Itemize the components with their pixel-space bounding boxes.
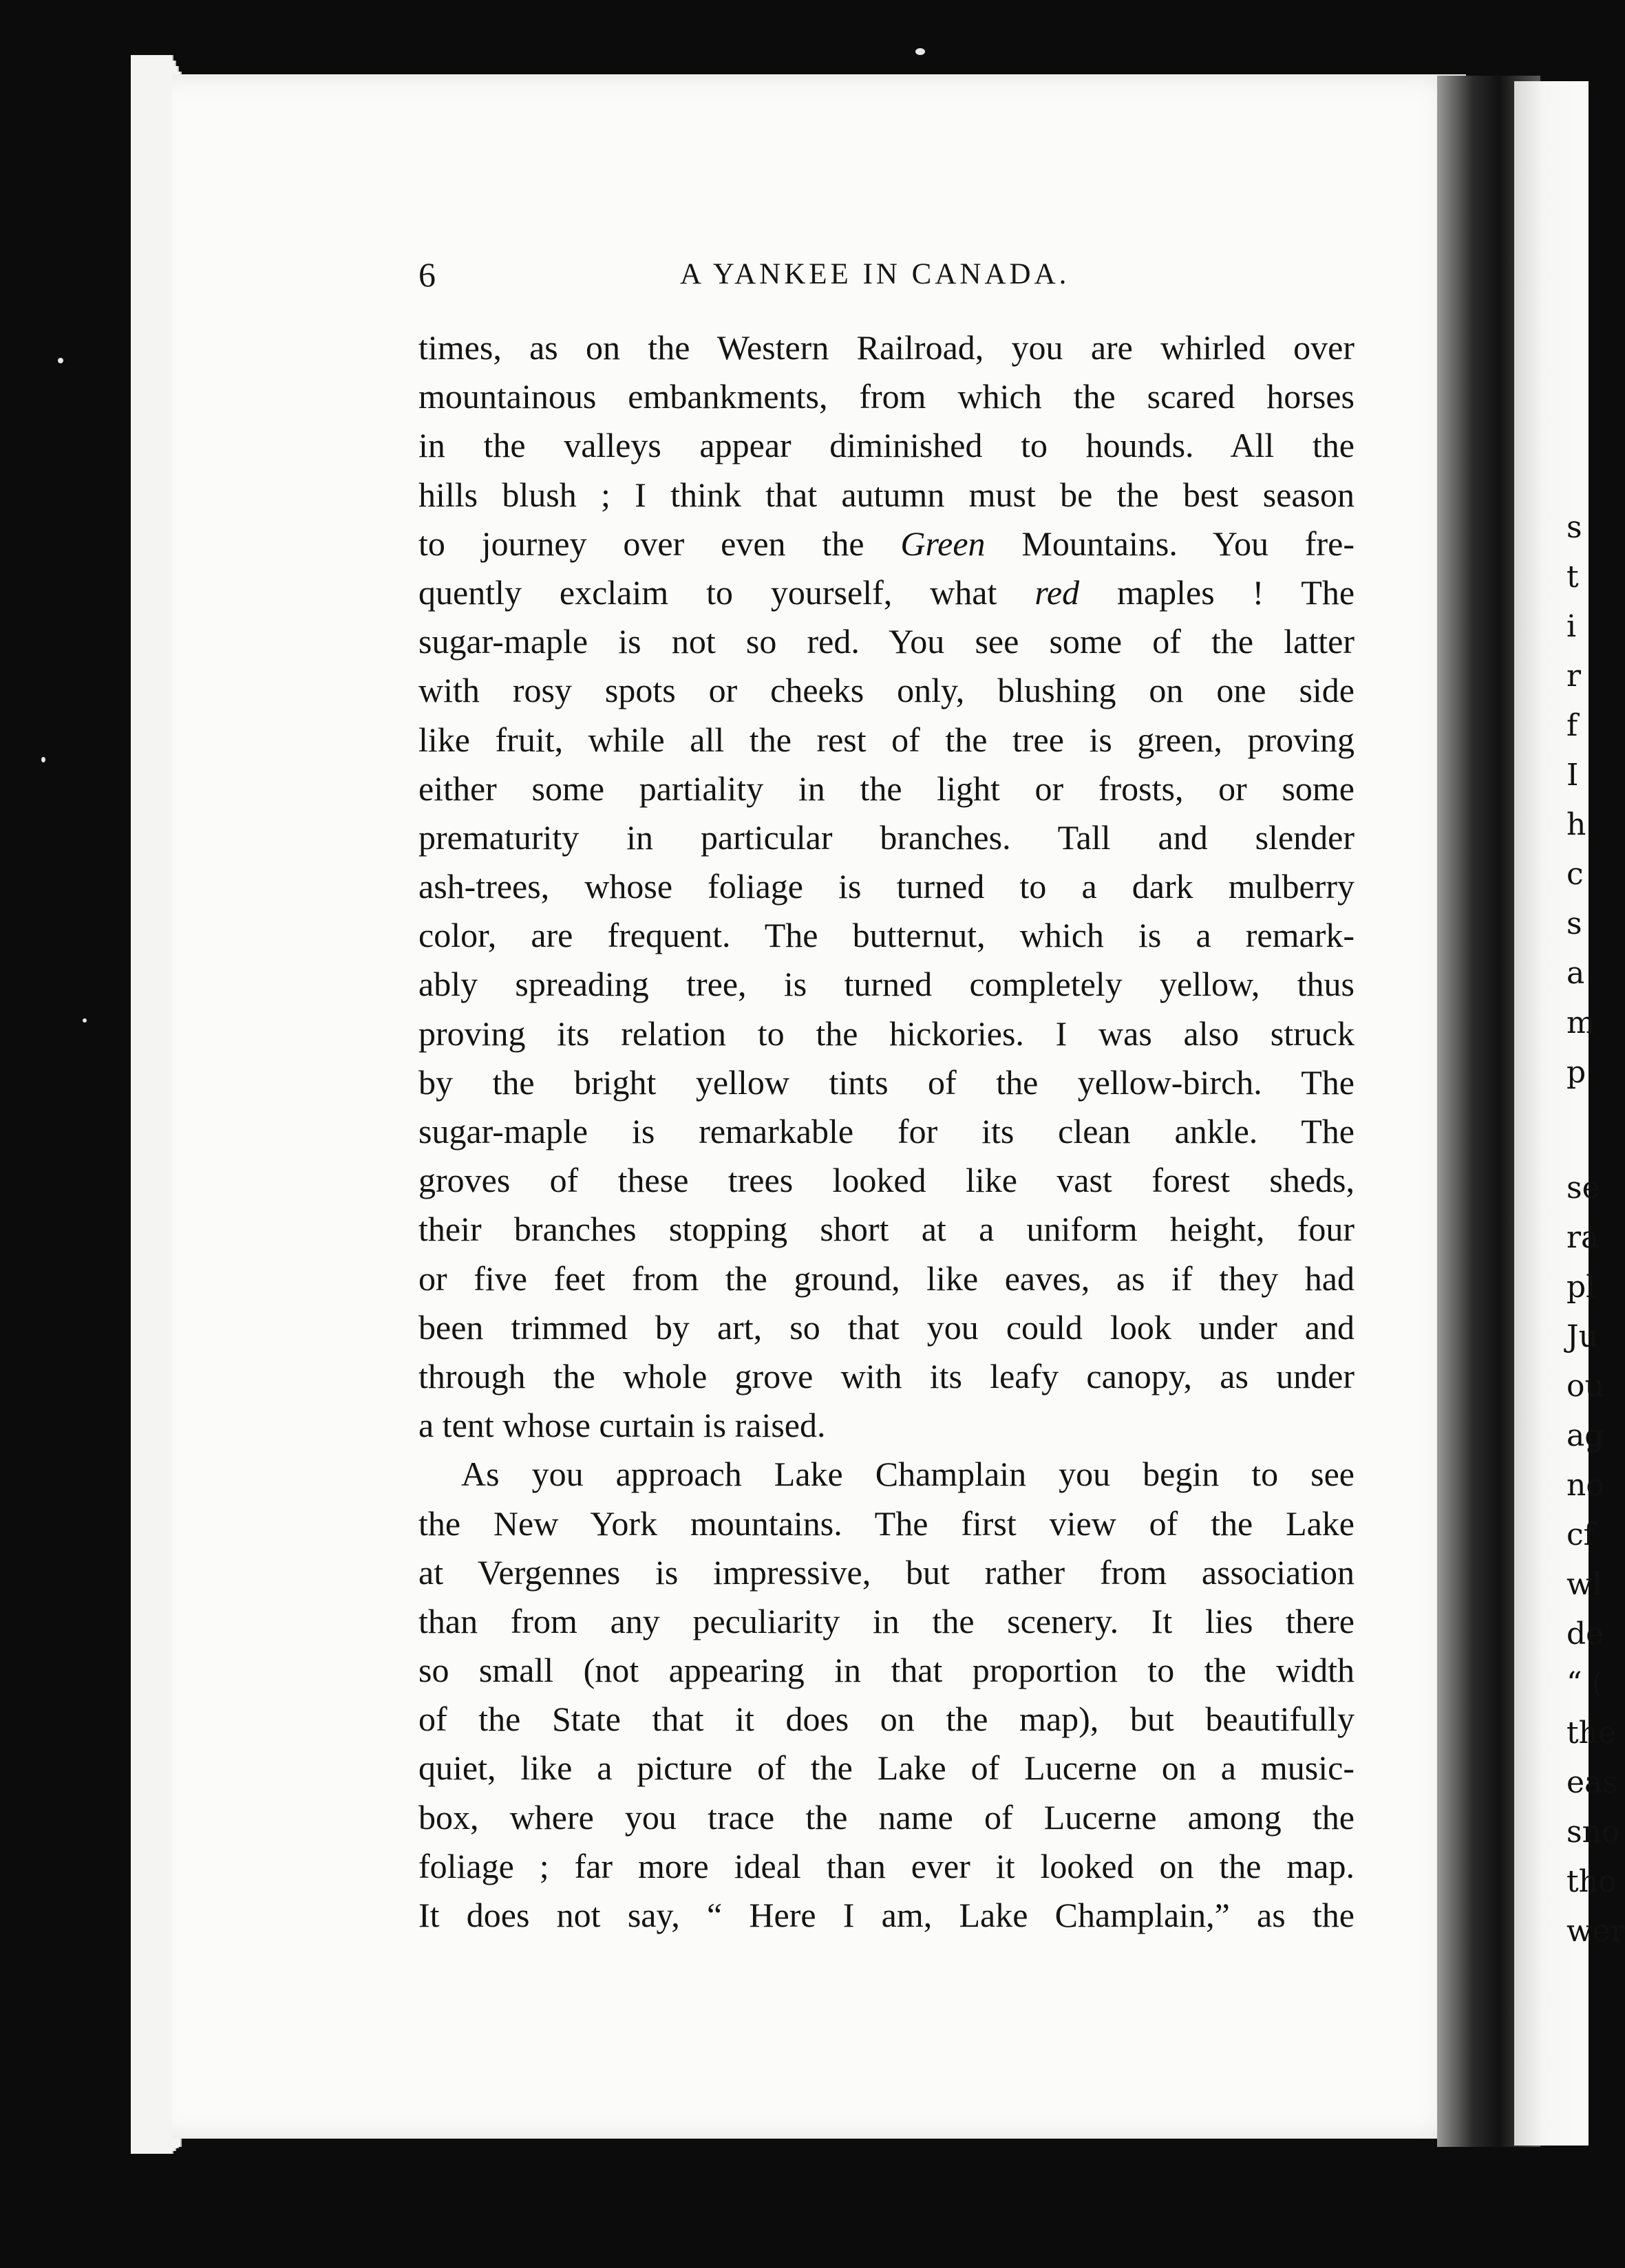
facing-page-fragment: tho bbox=[1566, 1864, 1617, 1899]
text-line: proving its relation to the hickories. I was also struck bbox=[418, 1014, 1355, 1053]
text-line: by the bright yellow tints of the yellow-birch. The bbox=[418, 1062, 1355, 1102]
facing-page-fragment: eas bbox=[1566, 1765, 1618, 1800]
facing-page-fragment: t bbox=[1566, 559, 1579, 595]
facing-page-fragment: Ju bbox=[1566, 1319, 1598, 1354]
text-line: through the whole grove with its leafy canopy, as under bbox=[418, 1356, 1355, 1395]
facing-page-fragment: wl bbox=[1566, 1567, 1602, 1602]
text-line: As you approach Lake Champlain you begin to see bbox=[461, 1455, 1355, 1494]
text-line: sugar-maple is remarkable for its clean ankle. The bbox=[418, 1112, 1355, 1151]
text-line: ash-trees, whose foliage is turned to a dark mulberry bbox=[418, 867, 1355, 906]
facing-page-fragment: m bbox=[1566, 1005, 1595, 1040]
facing-page-fragment: pl bbox=[1566, 1270, 1596, 1305]
facing-page-fragment: a bbox=[1566, 956, 1585, 991]
facing-page-fragment: ra bbox=[1566, 1220, 1600, 1255]
facing-page-fragment: h bbox=[1566, 807, 1586, 842]
scan-speck bbox=[915, 48, 925, 55]
facing-page-fragment: cf bbox=[1566, 1517, 1595, 1552]
facing-page-fragment: c bbox=[1566, 857, 1584, 892]
text-line: sugar-maple is not so red. You see some of the latter bbox=[418, 622, 1355, 661]
text-line: hills blush ; I think that autumn must be the best season bbox=[418, 475, 1355, 514]
text-line: with rosy spots or cheeks only, blushing on one side bbox=[418, 671, 1355, 710]
facing-page-fragment: ou bbox=[1566, 1369, 1604, 1404]
facing-page bbox=[1514, 81, 1625, 2146]
facing-page-fragment: r bbox=[1566, 659, 1582, 694]
text-line: It does not say, “ Here I am, Lake Champlain,” as the bbox=[418, 1896, 1355, 1934]
text-run: maples ! The bbox=[1079, 573, 1355, 612]
text-line: been trimmed by art, so that you could look under and bbox=[418, 1307, 1355, 1347]
facing-page-fragment: se bbox=[1566, 1170, 1600, 1206]
text-run: quently exclaim to yourself, what bbox=[418, 573, 1035, 612]
facing-page-fragment: s bbox=[1566, 906, 1582, 941]
text-line: box, where you trace the name of Lucerne among the bbox=[418, 1797, 1355, 1837]
facing-page-fragment: i bbox=[1566, 609, 1577, 644]
text-line: at Vergennes is impressive, but rather from association bbox=[418, 1552, 1355, 1592]
scan-speck bbox=[58, 358, 63, 363]
page-body-text bbox=[418, 323, 1355, 1940]
text-line: their branches stopping short at a uniform height, four bbox=[418, 1210, 1355, 1249]
text-line: ably spreading tree, is turned completely yellow, thus bbox=[418, 965, 1355, 1004]
text-line: like fruit, while all the rest of the tree is green, proving bbox=[418, 720, 1355, 759]
text-line: quiet, like a picture of the Lake of Lucerne on a music- bbox=[418, 1748, 1355, 1788]
text-line: or five feet from the ground, like eaves, as if they had bbox=[418, 1259, 1355, 1298]
text-line: than from any peculiarity in the scenery. It lies there bbox=[418, 1601, 1355, 1640]
facing-page-fragment: sno bbox=[1566, 1815, 1620, 1850]
facing-page-fragment: the bbox=[1566, 1715, 1617, 1751]
text-run: Mountains. You fre- bbox=[985, 524, 1355, 563]
text-line: times, as on the Western Railroad, you are whirled over bbox=[418, 328, 1355, 367]
text-line: prematurity in particular branches. Tall and slender bbox=[418, 817, 1355, 857]
text-line: the New York mountains. The first view of the Lake bbox=[418, 1504, 1355, 1543]
text-line: so small (not appearing in that proportion to the width bbox=[418, 1651, 1355, 1690]
facing-page-fragment: no bbox=[1566, 1468, 1604, 1503]
scan-speck bbox=[41, 757, 45, 762]
text-line: a tent whose curtain is raised. bbox=[418, 1406, 826, 1445]
running-header bbox=[418, 255, 1355, 296]
running-title: A YANKEE IN CANADA. bbox=[680, 258, 1070, 290]
text-line: color, are frequent. The butternut, which is a remark- bbox=[418, 916, 1355, 955]
page-number: 6 bbox=[418, 255, 436, 294]
facing-page-fragment: wer bbox=[1566, 1914, 1625, 1949]
scan-speck bbox=[83, 1018, 87, 1023]
facing-page-fragment: p bbox=[1566, 1055, 1586, 1090]
facing-page-fragment: “ ( bbox=[1566, 1666, 1604, 1701]
facing-page-fragment: ag bbox=[1566, 1418, 1604, 1453]
facing-page-fragment: f bbox=[1566, 708, 1578, 743]
facing-page-fragment: s bbox=[1566, 510, 1582, 545]
facing-page-fragment: I bbox=[1566, 758, 1579, 793]
text-line bbox=[418, 520, 1355, 568]
facing-page-fragment: de bbox=[1566, 1616, 1604, 1651]
text-line: foliage ; far more ideal than ever it looked on the map. bbox=[418, 1846, 1355, 1885]
italic-word: red bbox=[1034, 573, 1080, 612]
text-line: in the valleys appear diminished to hounds. All the bbox=[418, 426, 1355, 465]
italic-word: Green bbox=[900, 524, 986, 563]
text-line bbox=[418, 568, 1355, 617]
text-line: groves of these trees looked like vast forest sheds, bbox=[418, 1161, 1355, 1200]
text-line: either some partiality in the light or frosts, or some bbox=[418, 769, 1355, 808]
text-line: mountainous embankments, from which the scared horses bbox=[418, 377, 1355, 416]
text-line: of the State that it does on the map), but beautifully bbox=[418, 1700, 1355, 1739]
text-run: to journey over even the bbox=[418, 524, 901, 563]
